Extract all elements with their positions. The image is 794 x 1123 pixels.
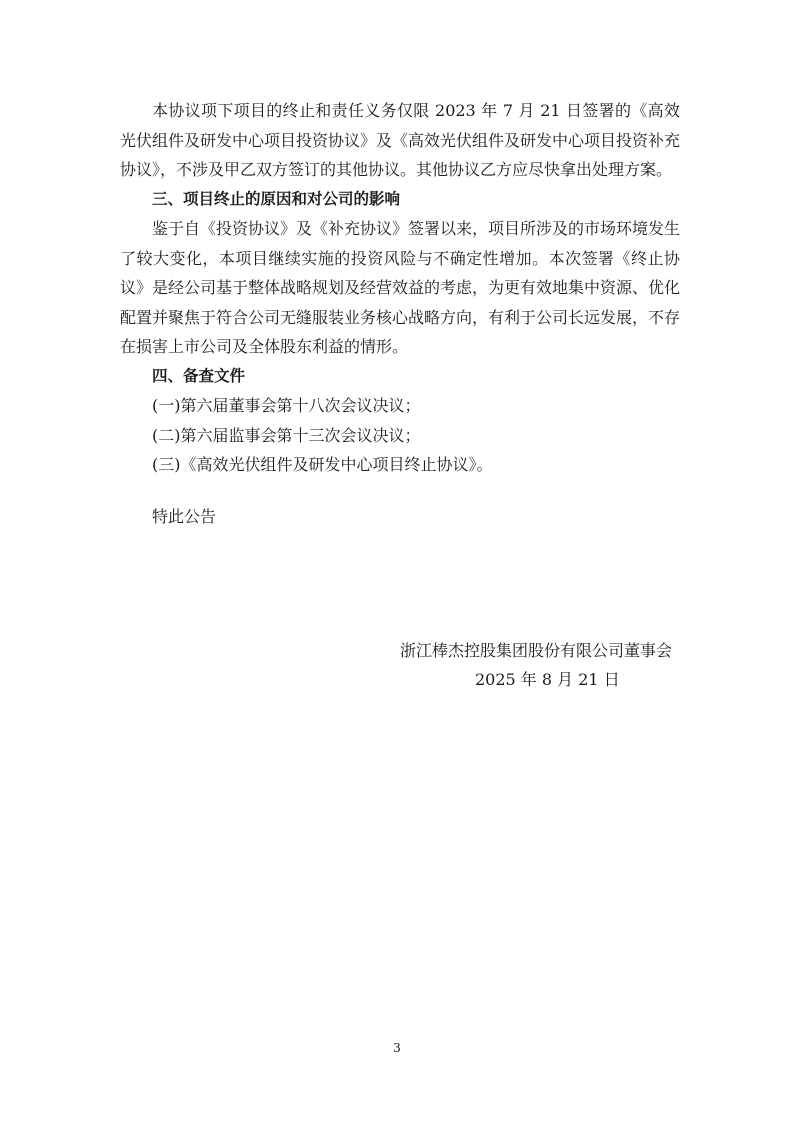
reference-file-item: (三)《高效光伏组件及研发中心项目终止协议》。 xyxy=(152,455,493,474)
section-heading-reasons: 三、项目终止的原因和对公司的影响 xyxy=(152,189,401,208)
document-body xyxy=(120,96,680,531)
reference-file-item: (一)第六届董事会第十八次会议决议； xyxy=(152,396,421,415)
signing-company: 浙江棒杰控股集团股份有限公司董事会 xyxy=(400,641,673,660)
page-number: 3 xyxy=(393,1041,401,1055)
closing-statement: 特此公告 xyxy=(152,506,217,526)
signature-block xyxy=(400,636,700,694)
signing-date: 2025 年 8 月 21 日 xyxy=(475,670,620,689)
reference-file-item: (二)第六届监事会第十三次会议决议； xyxy=(152,425,421,445)
paragraph-termination-reasons: 鉴于自《投资协议》及《补充协议》签署以来，项目所涉及的市场环境发生了较大变化，本项目继续实施的投资风险与不确定性增加。本次签署《终止协议》是经公司基于整体战略规划及经营效益的考虑，为更有效地集中资源、优化配置并聚焦于符合公司无缝服装业务核心战略方向，有利于公司长远发展，不存在损害上市公司及全体股东利益的情形。 xyxy=(120,219,681,356)
paragraph-termination-scope: 本协议项下项目的终止和责任义务仅限 2023 年 7 月 21 日签署的《高效光伏组件及研发中心项目投资协议》及《高效光伏组件及研发中心项目投资补充协议》，不涉及甲乙双方签订的其他协议。其他协议乙方应尽快拿出处理方案。 xyxy=(120,101,681,179)
section-heading-reference-files: 四、备查文件 xyxy=(152,366,246,385)
